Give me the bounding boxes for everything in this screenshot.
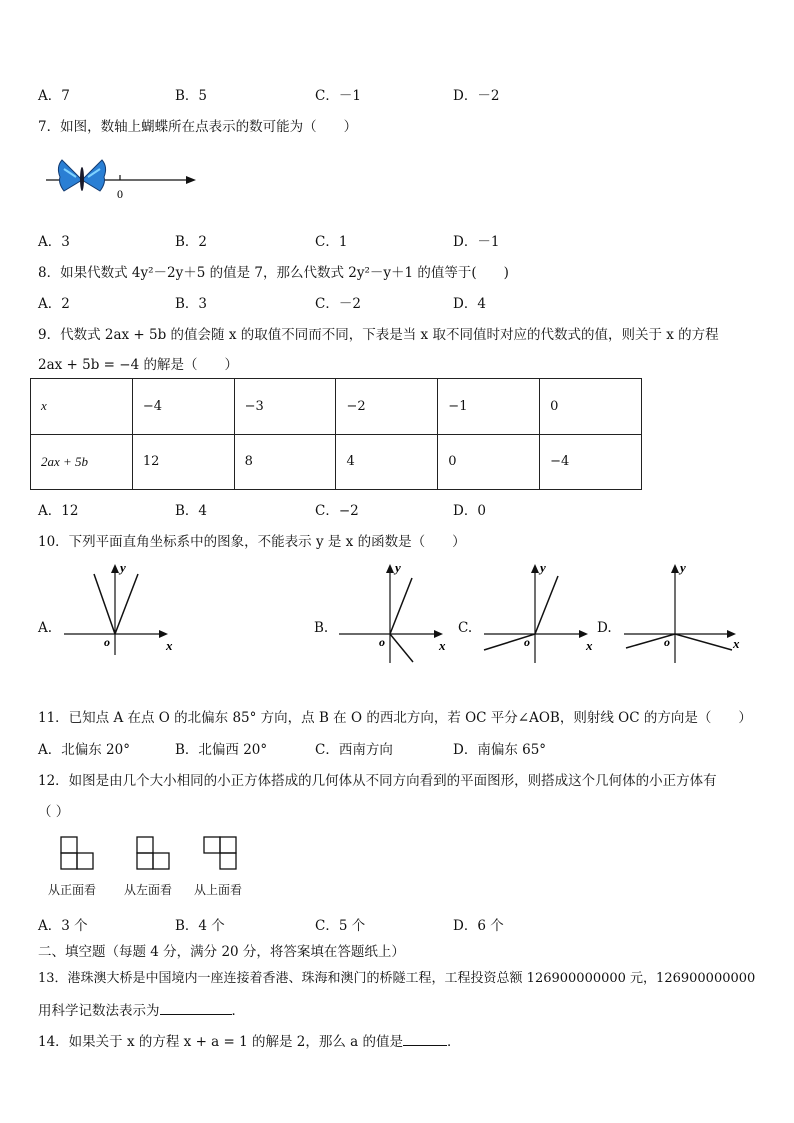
- section-2-title: 二、填空题（每题 4 分，满分 20 分，将答案填在答题纸上）: [38, 944, 405, 960]
- q7-axis-zero: 0: [117, 187, 123, 201]
- table-cell: x: [31, 379, 133, 435]
- q8-stem: 8．如果代数式 4y²－2y＋5 的值是 7，那么代数式 2y²－y＋1 的值等于( ): [38, 265, 509, 281]
- q8-option-c: C．－2: [315, 296, 361, 312]
- view-front-label: 从正面看: [48, 883, 97, 897]
- view-front-figure: [60, 836, 96, 870]
- butterfly-icon: [58, 160, 105, 191]
- q7-option-c: C．1: [315, 234, 348, 250]
- q10-stem: 10．下列平面直角坐标系中的图象，不能表示 y 是 x 的函数是（ ）: [38, 534, 466, 550]
- q9-stem-line1: 9．代数式 2ax + 5b 的值会随 x 的取值不同而不同，下表是当 x 取不同值时对应的代数式的值，则关于 x 的方程: [38, 327, 719, 343]
- table-cell: −4: [132, 379, 234, 435]
- q12-option-c: C．5 个: [315, 918, 366, 934]
- q13-answer-blank[interactable]: [160, 1002, 232, 1015]
- q10-label-c: C.: [458, 620, 473, 636]
- q11-option-a: A．北偏东 20°: [38, 742, 130, 758]
- q13-line2-end: ．: [231, 1003, 245, 1019]
- q10-graph-d: [620, 560, 745, 665]
- q11-stem: 11．已知点 A 在点 O 的北偏东 85° 方向，点 B 在 O 的西北方向，若 OC 平分∠AOB，则射线 OC 的方向是（ ）: [38, 710, 752, 726]
- q7-stem: 7．如图，数轴上蝴蝶所在点表示的数可能为（ ）: [38, 119, 358, 135]
- table-cell: 4: [336, 434, 438, 490]
- q6-option-d: D．－2: [453, 88, 500, 104]
- origin-label: o: [379, 635, 385, 649]
- q12-stem-line1: 12．如图是由几个大小相同的小正方体搭成的几何体从不同方向看到的平面图形，则搭成这个几何体的小正方体有: [38, 773, 717, 789]
- table-cell: −2: [336, 379, 438, 435]
- axis-y-label: y: [540, 560, 546, 575]
- q9-option-d: D．0: [453, 503, 486, 519]
- view-top-figure: [203, 836, 239, 870]
- axis-y-label: y: [120, 560, 126, 575]
- q9-option-b: B．4: [175, 503, 208, 519]
- q14-stem-text: 14．如果关于 x 的方程 x + a = 1 的解是 2，那么 a 的值是: [38, 1034, 404, 1050]
- q13-stem-line1: 13．港珠澳大桥是中国境内一座连接着香港、珠海和澳门的桥隧工程，工程投资总额 126900000000 元，126900000000: [38, 971, 756, 986]
- q6-option-b: B．5: [175, 88, 208, 104]
- table-cell: 2ax + 5b: [31, 434, 133, 490]
- axis-x-label: x: [439, 638, 446, 653]
- q12-option-a: A．3 个: [38, 918, 88, 934]
- q8-option-a: A．2: [38, 296, 70, 312]
- q12-stem-line2: （ ）: [38, 804, 70, 820]
- axis-y-label: y: [395, 560, 401, 575]
- view-top-label: 从上面看: [194, 883, 243, 897]
- q10-label-b: B.: [314, 620, 329, 636]
- q13-stem-line2: [38, 999, 245, 1019]
- q9-option-c: C．−2: [315, 503, 359, 519]
- q9-value-table: [30, 378, 642, 490]
- axis-x-label: x: [733, 636, 740, 651]
- q14-stem: [38, 1030, 461, 1050]
- origin-label: o: [104, 635, 110, 649]
- table-cell: −3: [234, 379, 336, 435]
- q12-option-d: D．6 个: [453, 918, 504, 934]
- axis-y-label: y: [680, 560, 686, 575]
- origin-label: o: [524, 635, 530, 649]
- q10-label-d: D.: [597, 620, 612, 636]
- table-row: [31, 379, 642, 435]
- q11-option-b: B．北偏西 20°: [175, 742, 268, 758]
- q6-option-c: C．－1: [315, 88, 361, 104]
- q14-stem-end: ．: [447, 1034, 461, 1050]
- table-row: [31, 434, 642, 490]
- q10-label-a: A.: [38, 620, 53, 636]
- q10-graph-c: [480, 560, 600, 665]
- q14-answer-blank[interactable]: [403, 1033, 447, 1046]
- table-cell: 12: [132, 434, 234, 490]
- axis-x-label: x: [586, 638, 593, 653]
- table-cell: −4: [540, 434, 642, 490]
- q13-line2-text: 用科学记数法表示为: [38, 1003, 160, 1019]
- q8-option-d: D．4: [453, 296, 486, 312]
- q9-option-a: A．12: [38, 503, 79, 519]
- q6-option-a: A．7: [38, 88, 70, 104]
- table-cell: −1: [438, 379, 540, 435]
- axis-x-label: x: [166, 638, 173, 653]
- q8-option-b: B．3: [175, 296, 208, 312]
- table-cell: 8: [234, 434, 336, 490]
- table-cell: 0: [438, 434, 540, 490]
- q7-number-line: [40, 155, 200, 205]
- q10-graph-b: [335, 560, 455, 665]
- origin-label: o: [664, 635, 670, 649]
- view-left-label: 从左面看: [124, 883, 173, 897]
- view-left-figure: [136, 836, 172, 870]
- q12-option-b: B．4 个: [175, 918, 225, 934]
- q7-option-b: B．2: [175, 234, 208, 250]
- q10-graph-a: [60, 560, 180, 660]
- q7-option-a: A．3: [38, 234, 70, 250]
- q11-option-c: C．西南方向: [315, 742, 393, 758]
- q7-option-d: D．－1: [453, 234, 500, 250]
- table-cell: 0: [540, 379, 642, 435]
- q11-option-d: D．南偏东 65°: [453, 742, 547, 758]
- q9-stem-line2: 2ax + 5b = −4 的解是（ ）: [38, 357, 238, 373]
